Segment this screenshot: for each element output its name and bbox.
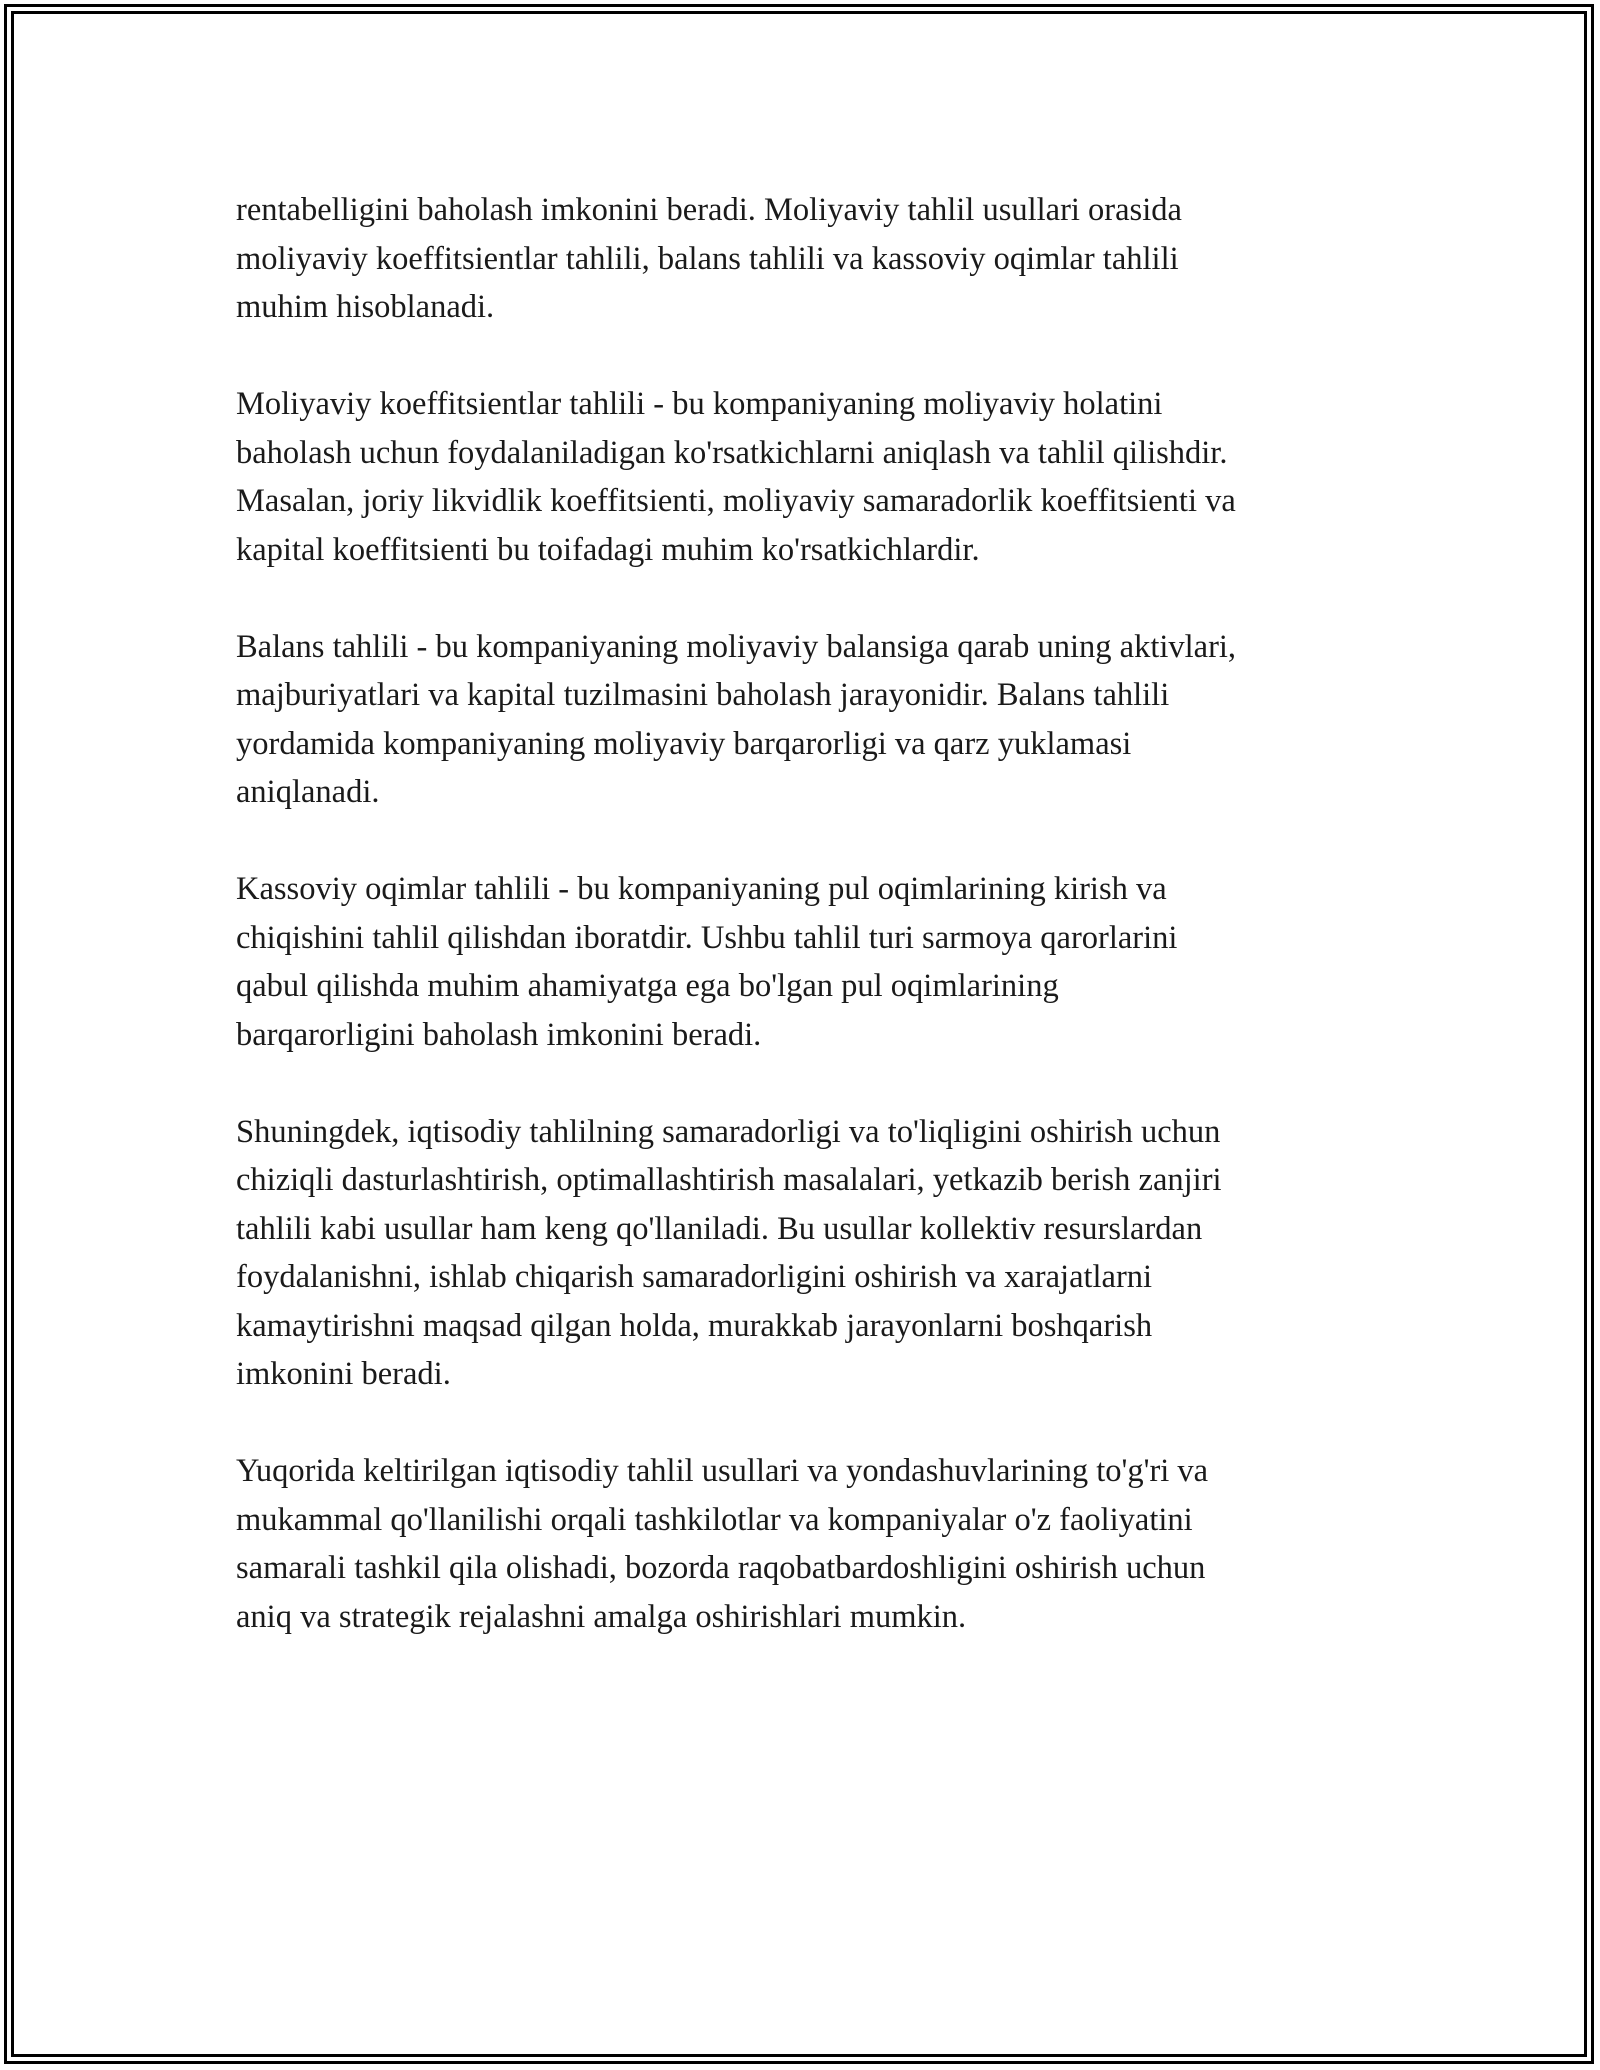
document-body [236,186,1376,1690]
paragraph-3: Balans tahlili - bu kompaniyaning moliyaviy balansiga qarab uning aktivlari, majburiyatlari va kapital tuzilmasini baholash jarayonidir. Balans tahlili yordamida kompaniyaning moliyaviy barqarorligi va qarz yuklamasi aniqlanadi. [236,628,1237,810]
paragraph-6: Yuqorida keltirilgan iqtisodiy tahlil usullari va yondashuvlarining to'g'ri va mukammal qo'llanilishi orqali tashkilotlar va kompaniyalar o'z faoliyatini samarali tashkil qila olishadi, bozorda raqobatbardoshligini oshirish uchun aniq va strategik rejalashni amalga oshirishlari mumkin. [236,1453,1209,1635]
paragraph-4: Kassoviy oqimlar tahlili - bu kompaniyaning pul oqimlarining kirish va chiqishini tahlil qilishdan iboratdir. Ushbu tahlil turi sarmoya qarorlarini qabul qilishda muhim ahamiyatga ega bo'lgan pul oqimlarining barqarorligini baholash imkonini beradi. [236,871,1178,1053]
paragraph-2: Moliyaviy koeffitsientlar tahlili - bu kompaniyaning moliyaviy holatini baholash uchun foydalaniladigan ko'rsatkichlarni aniqlash va tahlil qilishdir. Masalan, joriy likvidlik koeffitsienti, moliyaviy samaradorlik koeffitsienti va kapital koeffitsienti bu toifadagi muhim ko'rsatkichlardir. [236,386,1236,568]
paragraph-1: rentabelligini baholash imkonini beradi. Moliyaviy tahlil usullari orasida moliyaviy koeffitsientlar tahlili, balans tahlili va kassoviy oqimlar tahlili muhim hisoblanadi. [236,192,1182,325]
paragraph-5: Shuningdek, iqtisodiy tahlilning samaradorligi va to'liqligini oshirish uchun chiziqli dasturlashtirish, optimallashtirish masalalari, yetkazib berish zanjiri tahlili kabi usullar ham keng qo'llaniladi. Bu usullar kollektiv resurslardan foydalanishni, ishlab chiqarish samaradorligini oshirish va xarajatlarni kamaytirishni maqsad qilgan holda, murakkab jarayonlarni boshqarish imkonini beradi. [236,1113,1222,1392]
